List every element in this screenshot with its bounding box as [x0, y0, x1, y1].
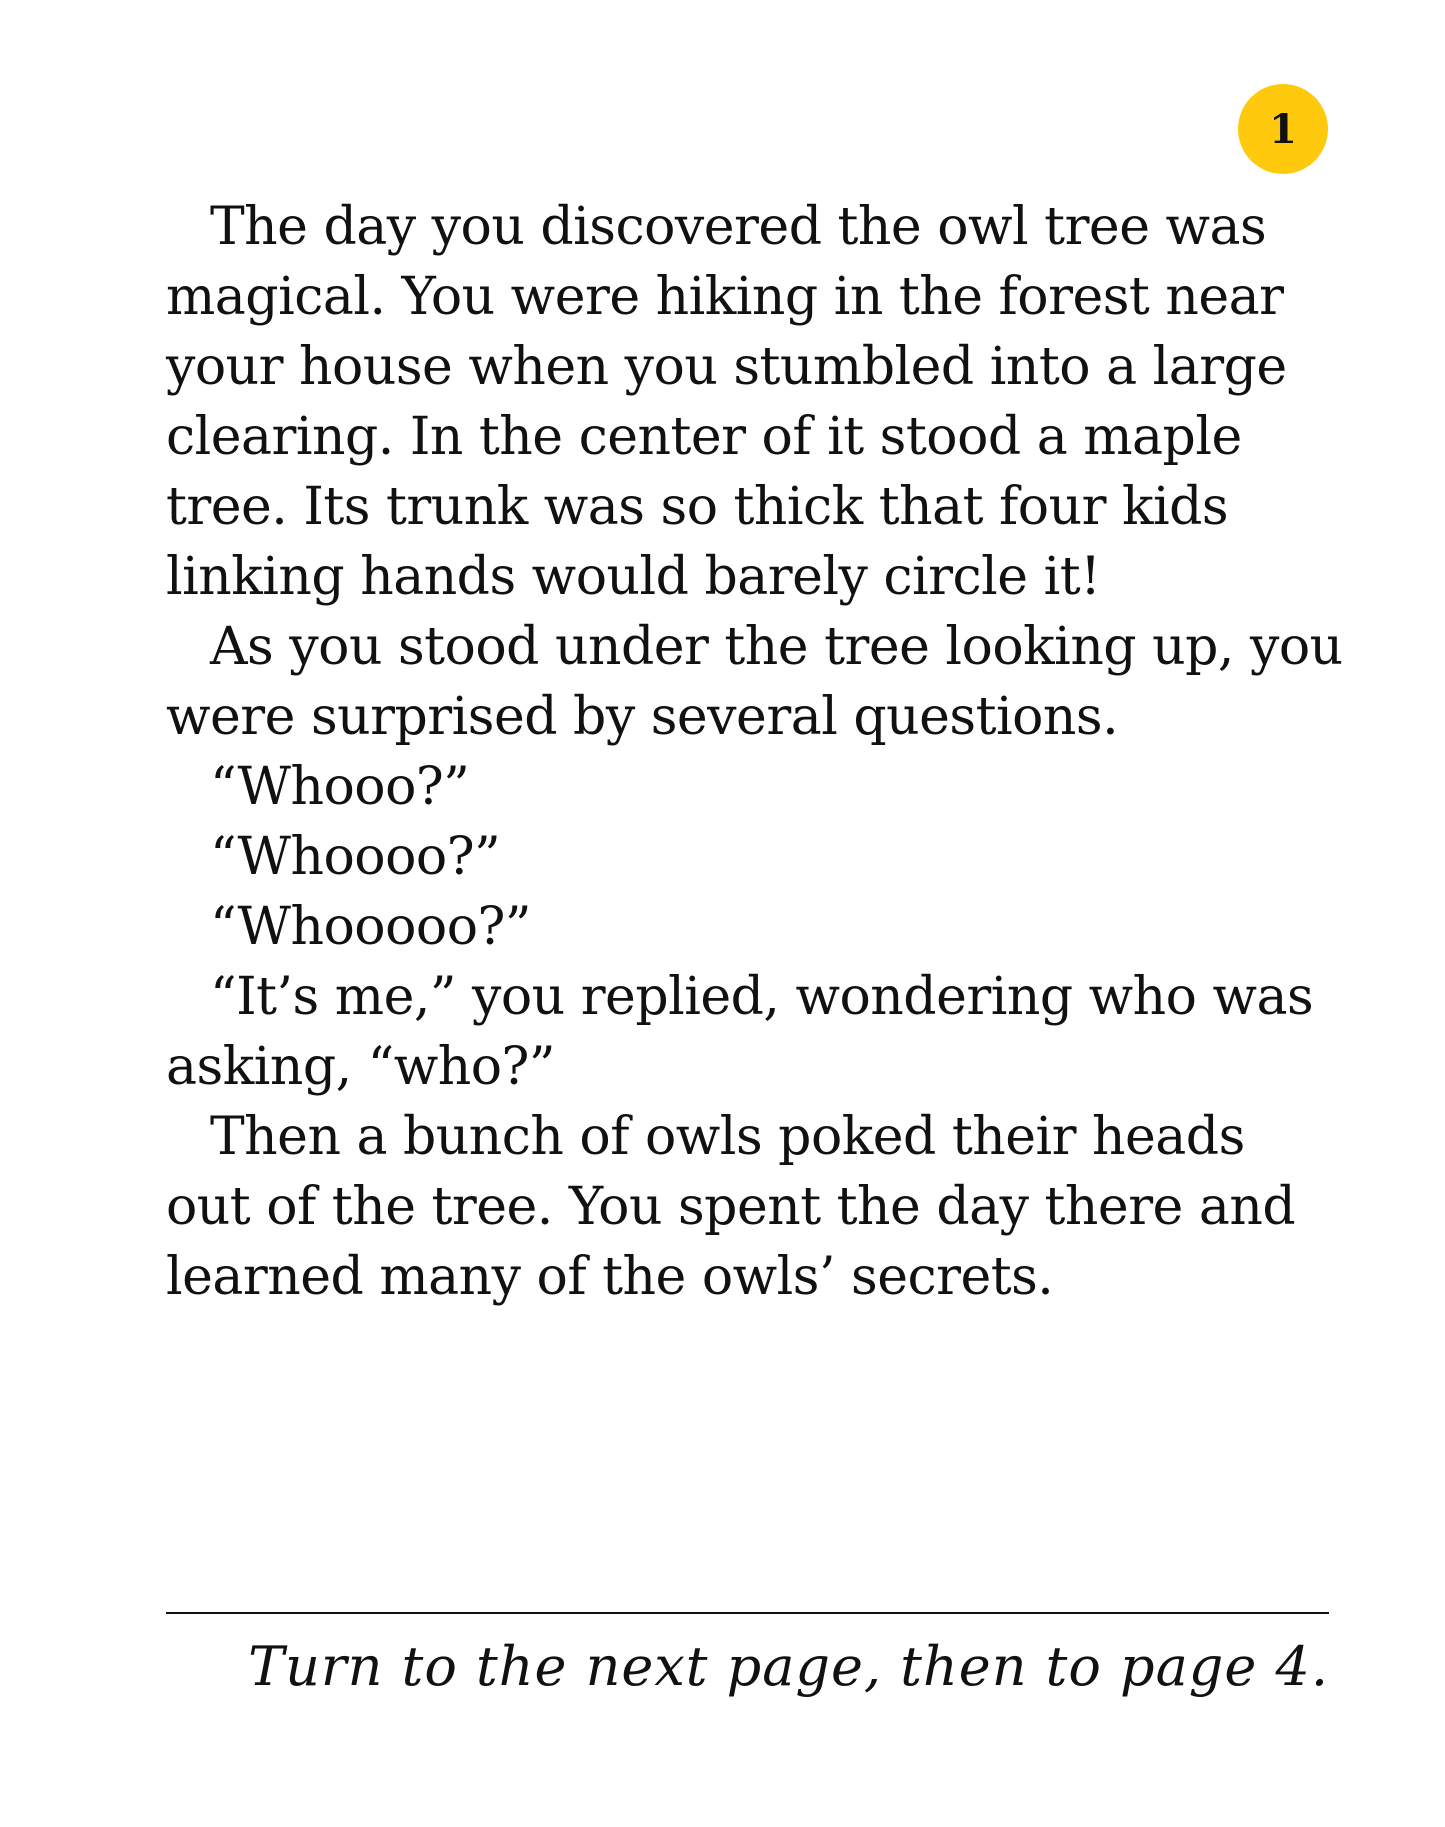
text-line: “It’s me,” you replied, wondering who was: [210, 967, 1314, 1027]
text-line: linking hands would barely circle it!: [166, 547, 1101, 607]
dialogue-line: [166, 752, 1346, 822]
text-line: were surprised by several questions.: [166, 687, 1119, 747]
dialogue-line: [166, 822, 1346, 892]
text-line: learned many of the owls’ secrets.: [166, 1247, 1054, 1307]
text-line: “Whoooo?”: [210, 827, 501, 887]
text-line: Then a bunch of owls poked their heads: [210, 1107, 1245, 1167]
page-number-badge: [1238, 84, 1328, 174]
text-line: out of the tree. You spent the day there and: [166, 1177, 1296, 1237]
footer-divider: [166, 1612, 1329, 1614]
paragraph: [166, 1102, 1346, 1312]
story-text: [166, 192, 1346, 1312]
text-line: “Whooo?”: [210, 757, 470, 817]
text-line: tree. Its trunk was so thick that four kids: [166, 477, 1229, 537]
text-line: magical. You were hiking in the forest near: [166, 267, 1284, 327]
text-line: your house when you stumbled into a large: [166, 337, 1287, 397]
dialogue-line: [166, 892, 1346, 962]
paragraph: [166, 192, 1346, 612]
page-number: 1: [1269, 105, 1297, 153]
paragraph: [166, 612, 1346, 752]
text-line: “Whooooo?”: [210, 897, 531, 957]
text-line: The day you discovered the owl tree was: [210, 197, 1267, 257]
paragraph: [166, 962, 1346, 1102]
turn-page-instruction: Turn to the next page, then to page 4.: [248, 1635, 1329, 1698]
text-line: clearing. In the center of it stood a maple: [166, 407, 1242, 467]
text-line: asking, “who?”: [166, 1037, 556, 1097]
text-line: As you stood under the tree looking up, you: [210, 617, 1343, 677]
